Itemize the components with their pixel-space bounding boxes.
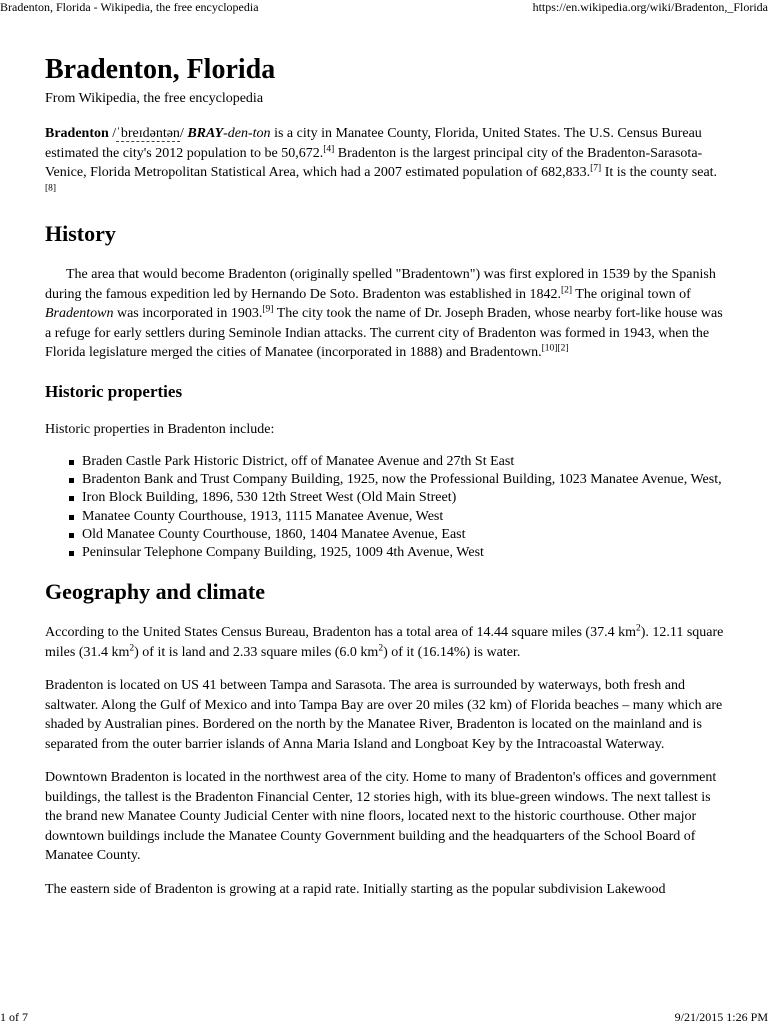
citation-ref[interactable]: [10][2] bbox=[541, 343, 569, 354]
print-header-url: https://en.wikipedia.org/wiki/Bradenton,_Florida bbox=[532, 0, 768, 14]
intro-paragraph: Bradenton /ˈbreɪdəntən/ BRAY-den-ton is a city in Manatee County, Florida, United States. The U.S. Census Bureau estimated the city's 2012 population to be 50,672.[4] Bradenton is the largest principal city of the Bradenton-Sarasota-Venice, Florida Metropolitan Statistical Area, which had a 2007 estimated population of 682,833.[7] It is the county seat.[8] bbox=[45, 126, 718, 193]
list-item: Iron Block Building, 1896, 530 12th Street West (Old Main Street) bbox=[82, 489, 725, 507]
ipa-pronunciation[interactable]: ˈbreɪdəntən bbox=[116, 126, 180, 141]
citation-ref[interactable]: [7] bbox=[590, 163, 602, 174]
respelling-stress: BRAY bbox=[187, 126, 224, 141]
history-heading: History bbox=[45, 221, 116, 246]
print-header-title: Bradenton, Florida - Wikipedia, the free encyclopedia bbox=[0, 0, 259, 14]
page-title: Bradenton, Florida bbox=[45, 54, 276, 85]
citation-ref[interactable]: [2] bbox=[560, 284, 573, 295]
page-tagline: From Wikipedia, the free encyclopedia bbox=[45, 91, 264, 106]
historic-properties-heading: Historic properties bbox=[45, 381, 183, 401]
citation-ref[interactable]: [9] bbox=[262, 304, 274, 315]
geography-paragraph-location: Bradenton is located on US 41 between Tampa and Sarasota. The area is surrounded by waterways, both fresh and saltwater. Along the Gulf of Mexico and into Tampa Bay are over 20 miles (32 km) of Florida beaches – many which are shaded by Australian pines. Bordered on the north by the Manatee River, Bradenton is located on the mainland and is separated from the outer barrier islands of Anna Maria Island and Longboat Key by the Intracoastal Waterway. bbox=[45, 678, 723, 752]
geography-paragraph-area: According to the United States Census Bureau, Bradenton has a total area of 14.44 square miles (37.4 $km^2$). 12.11 square miles (31.4 $km^2$) of it is land and 2.33 square miles (6.0 $km^2$) of it (16.14%) is water. bbox=[45, 623, 724, 660]
historic-properties-list bbox=[45, 453, 725, 562]
respelling-rest: -den-ton bbox=[223, 126, 271, 141]
citation-ref[interactable]: [8] bbox=[45, 182, 57, 193]
list-item: Old Manatee County Courthouse, 1860, 1404 Manatee Avenue, East bbox=[82, 526, 725, 544]
town-name: Bradentown bbox=[45, 306, 114, 321]
list-item: Braden Castle Park Historic District, off of Manatee Avenue and 27th St East bbox=[82, 453, 725, 471]
intro-subject: Bradenton bbox=[45, 126, 109, 141]
geography-paragraph-downtown: Downtown Bradenton is located in the northwest area of the city. Home to many of Bradenton's offices and government buildings, the tallest is the Bradenton Financial Center, 12 stories high, with its blue-green windows. The next tallest is the brand new Manatee County Judicial Center with nine floors, located next to the historic courthouse. Other major downtown buildings include the Manatee County Government building and the headquarters of the School Board of Manatee County. bbox=[45, 770, 717, 864]
print-footer-timestamp: 9/21/2015 1:26 PM bbox=[674, 1010, 768, 1024]
history-paragraph: The area that would become Bradenton (originally spelled "Bradentown") was first explored in 1539 by the Spanish during the famous expedition led by Hernando De Soto. Bradenton was established in 1842.[2] The original town of Bradentown was incorporated in 1903.[9] The city took the name of Dr. Joseph Braden, whose nearby fort-like house was a refuge for early settlers during Seminole Indian attacks. The current city of Bradenton was formed in 1943, when the Florida legislature merged the cities of Manatee (incorporated in 1888) and Bradentown.[10][2] bbox=[45, 267, 723, 360]
citation-ref[interactable]: [4] bbox=[323, 143, 335, 154]
print-footer-page: 1 of 7 bbox=[0, 1010, 28, 1024]
list-item: Manatee County Courthouse, 1913, 1115 Manatee Avenue, West bbox=[82, 508, 725, 526]
historic-properties-intro: Historic properties in Bradenton include: bbox=[45, 421, 275, 437]
article-content bbox=[45, 52, 725, 899]
geography-heading: Geography and climate bbox=[45, 579, 265, 605]
list-item: Peninsular Telephone Company Building, 1925, 1009 4th Avenue, West bbox=[82, 544, 725, 562]
list-item: Bradenton Bank and Trust Company Building, 1925, now the Professional Building, 1023 Manatee Avenue, West, bbox=[82, 471, 725, 489]
geography-paragraph-east: The eastern side of Bradenton is growing at a rapid rate. Initially starting as the popular subdivision Lakewood bbox=[45, 881, 666, 897]
